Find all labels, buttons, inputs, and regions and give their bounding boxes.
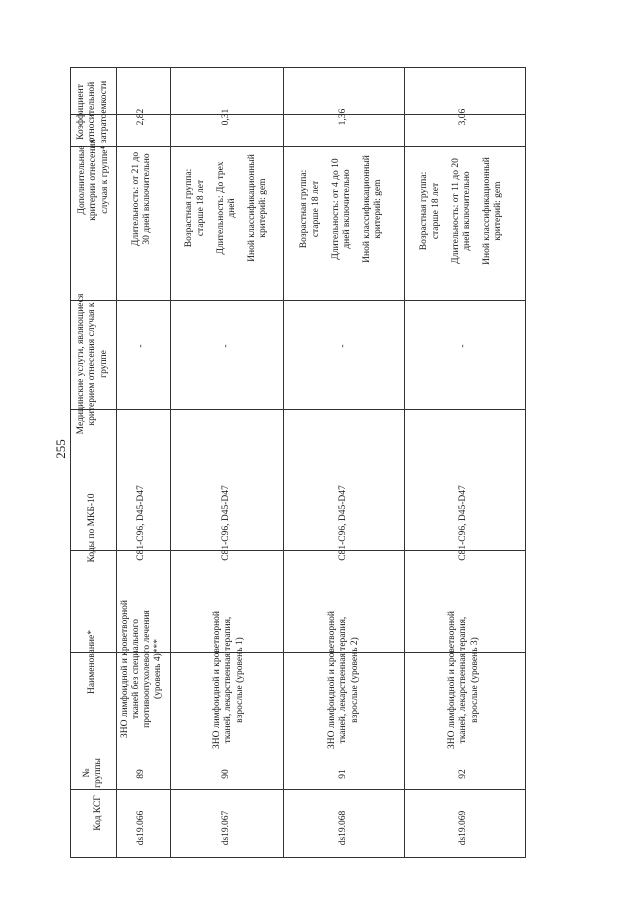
header-services: Медицинские услуги, являющиеся критерием отнесения случая к группе (76, 293, 109, 435)
row4-extra-criterion: Иной классификационный критерий: gem (482, 157, 504, 265)
row1-icd: C81-C96, D45-D47 (136, 485, 147, 561)
header-extra: Дополнительные критерии отнесения случая к группе⁴ (77, 139, 110, 221)
row3-coef: 1,36 (338, 108, 349, 126)
row3-extra-criterion: Иной классификационный критерий: gem (362, 155, 384, 263)
header-coef: Коэффициент относительной затратоемкости (76, 80, 109, 144)
row2-extra-age: Возрастная группа: старше 18 лет (184, 168, 206, 248)
row3-extra-duration: Длительность: от 4 до 10 дней включительно (330, 158, 352, 260)
row1-services: - (136, 344, 147, 348)
row3-extra-age: Возрастная группа: старше 18 лет (299, 169, 321, 249)
row4-extra-age: Возрастная группа: старше 18 лет (419, 171, 441, 251)
row4-icd: C81-C96, D45-D47 (458, 485, 469, 561)
row4-services: - (458, 344, 469, 348)
row2-coef: 0,31 (221, 108, 232, 126)
row4-code: ds19.069 (458, 810, 469, 846)
row1-name: ЗНО лимфоидной и кроветворной тканей без специального противоопухолевого лечения (уровень 4)*** (119, 599, 164, 739)
row2-group: 90 (221, 769, 232, 779)
row3-services: - (338, 344, 349, 348)
page-number: 255 (53, 439, 68, 459)
row3-icd: C81-C96, D45-D47 (338, 485, 349, 561)
row3-extra (286, 155, 398, 263)
row2-services: - (221, 344, 232, 348)
header-icd: Коды по МКБ-10 (87, 493, 98, 563)
row2-extra-duration: Длительность: До трех дней (215, 161, 237, 255)
row4-group: 92 (458, 769, 469, 779)
row2-extra-criterion: Иной классификационный критерий: gem (247, 154, 269, 262)
row1-extra (117, 150, 167, 248)
row4-extra-duration: Длительность: от 11 до 20 дней включительно (450, 158, 472, 264)
row4-coef: 3,06 (458, 108, 469, 126)
row2-code: ds19.067 (221, 810, 232, 846)
row2-name: ЗНО лимфоидной и кроветворной тканей, лекарственная терапия, взрослые (уровень 1) (212, 610, 245, 750)
row1-group: 89 (136, 769, 147, 779)
row3-name: ЗНО лимфоидной и кроветворной тканей, лекарственная терапия, взрослые (уровень 2) (327, 610, 360, 750)
header-code: Код КСГ (93, 795, 104, 831)
row2-extra (172, 154, 282, 262)
row4-name: ЗНО лимфоидной и кроветворной тканей, лекарственная терапия, взрослые (уровень 3) (447, 610, 480, 750)
row1-extra-duration: Длительность: от 21 до 30 дней включительно (130, 151, 152, 247)
row3-group: 91 (338, 769, 349, 779)
row1-coef: 2,82 (136, 108, 147, 126)
row2-icd: C81-C96, D45-D47 (221, 485, 232, 561)
header-name: Наименование* (87, 630, 98, 694)
row3-code: ds19.068 (338, 810, 349, 846)
row4-extra (404, 157, 520, 265)
header-group: № группы (81, 758, 103, 788)
row1-code: ds19.066 (136, 810, 147, 846)
